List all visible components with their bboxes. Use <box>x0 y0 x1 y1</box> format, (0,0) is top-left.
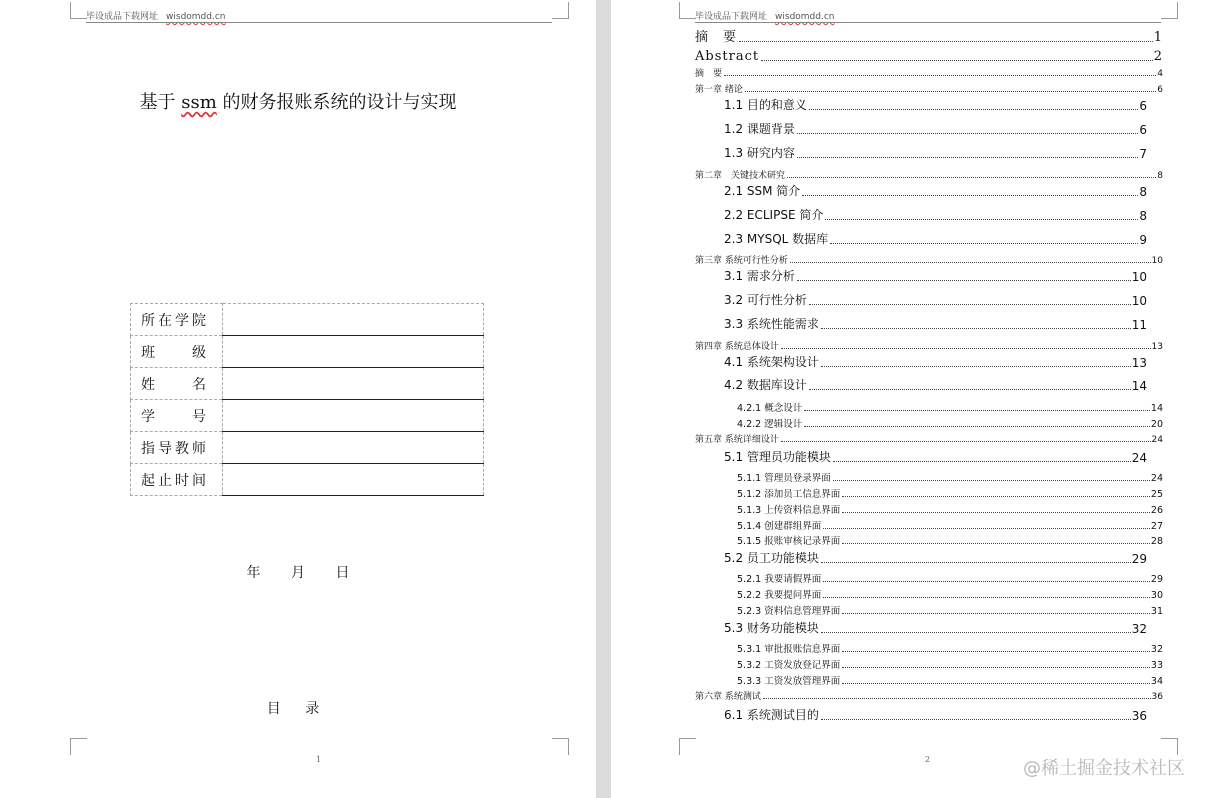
toc-entry[interactable] <box>695 689 1163 702</box>
field-label: 姓 名 <box>131 368 223 400</box>
toc-entry-page: 8 <box>1139 209 1147 223</box>
toc-entry-page: 13 <box>1131 356 1147 370</box>
toc-entry-title: 第四章 系统总体设计 <box>695 342 779 352</box>
page-number: 1 <box>316 755 322 764</box>
toc-entry-page: 29 <box>1150 574 1163 585</box>
toc-entry[interactable] <box>724 267 1147 284</box>
toc-entry[interactable] <box>737 571 1163 585</box>
toc-leader <box>823 597 1150 598</box>
toc-entry-page: 10 <box>1131 270 1147 284</box>
toc-entry-title: 4.1 系统架构设计 <box>724 355 819 369</box>
toc-entry-title: 1.1 目的和意义 <box>724 98 807 112</box>
header-text: 毕设成品下载网址 <box>695 12 768 22</box>
toc-leader <box>821 719 1131 720</box>
field-label: 起止时间 <box>131 464 223 496</box>
toc-entry-title: 3.1 需求分析 <box>724 269 795 283</box>
toc-entry-page: 20 <box>1150 419 1163 430</box>
toc-entry[interactable] <box>724 96 1147 113</box>
toc-entry[interactable] <box>724 448 1147 465</box>
toc-entry-page: 6 <box>1139 123 1147 137</box>
toc-leader <box>833 480 1150 481</box>
toc-leader <box>797 280 1131 281</box>
toc-entry[interactable] <box>737 400 1163 414</box>
info-row <box>131 400 484 432</box>
header-site: wisdomdd.cn <box>166 12 226 22</box>
toc-entry-title: 2.1 SSM 简介 <box>724 184 801 198</box>
toc-entry-title: 6.1 系统测试目的 <box>724 708 819 722</box>
toc-entry-page: 8 <box>1139 185 1147 199</box>
toc-entry-page: 34 <box>1150 676 1163 687</box>
toc-entry-page: 26 <box>1150 505 1163 516</box>
toc-entry-page: 24 <box>1150 473 1163 484</box>
toc-leader <box>842 667 1150 668</box>
toc-entry[interactable] <box>737 470 1163 484</box>
toc-entry-title: 5.1.4 创建群组界面 <box>737 521 822 532</box>
toc-leader <box>833 461 1131 462</box>
date-line: 年 月 日 <box>246 565 350 581</box>
title-part: ssm <box>181 92 217 113</box>
crop-mark <box>679 2 696 19</box>
toc-entry-page: 33 <box>1150 660 1163 671</box>
toc-leader <box>809 304 1131 305</box>
toc-entry-title: 5.2.3 资料信息管理界面 <box>737 606 841 617</box>
toc-leader <box>787 177 1156 178</box>
toc-leader <box>821 632 1131 633</box>
toc-entry[interactable] <box>737 416 1163 430</box>
toc-entry[interactable] <box>695 432 1163 445</box>
info-table <box>130 303 484 496</box>
toc-entry-page: 8 <box>1157 171 1163 181</box>
field-label: 指导教师 <box>131 432 223 464</box>
toc-leader <box>823 528 1150 529</box>
toc-entry-title: 3.2 可行性分析 <box>724 293 807 307</box>
toc-leader <box>821 366 1131 367</box>
toc-entry-title: 5.3.2 工资发放登记界面 <box>737 660 841 671</box>
toc-entry[interactable] <box>724 230 1147 247</box>
toc-entry-title: 第二章 关键技术研究 <box>695 171 786 181</box>
header-text: 毕设成品下载网址 <box>86 12 159 22</box>
toc-entry-title: 5.1.1 管理员登录界面 <box>737 473 831 484</box>
toc-entry-title: 第三章 系统可行性分析 <box>695 256 788 266</box>
page-1 <box>0 0 596 798</box>
toc-entry-page: 6 <box>1157 85 1163 95</box>
field-value[interactable] <box>223 432 484 464</box>
field-label: 所在学院 <box>131 304 223 336</box>
page-header <box>86 9 226 22</box>
toc-entry-page: 36 <box>1151 692 1163 702</box>
toc-entry-page: 14 <box>1131 379 1147 393</box>
toc-entry[interactable] <box>724 353 1147 370</box>
toc-entry-page: 13 <box>1151 342 1163 352</box>
toc-entry[interactable] <box>737 518 1163 532</box>
toc-entry-page: 11 <box>1131 318 1147 332</box>
toc-entry-page: 7 <box>1139 147 1147 161</box>
crop-mark <box>70 2 87 19</box>
toc-entry-title: 4.2.2 逻辑设计 <box>737 419 803 430</box>
toc-entry[interactable] <box>695 66 1163 79</box>
toc-leader <box>739 41 1153 42</box>
field-value[interactable] <box>223 336 484 368</box>
toc-entry[interactable] <box>737 502 1163 516</box>
toc-leader <box>830 243 1138 244</box>
field-label: 班 级 <box>131 336 223 368</box>
toc-entry-page: 9 <box>1139 233 1147 247</box>
thesis-title <box>0 88 596 114</box>
toc-entry-title: 5.2.1 我要请假界面 <box>737 574 822 585</box>
toc-leader <box>761 60 1153 61</box>
toc-entry[interactable] <box>724 619 1147 636</box>
toc-leader <box>763 698 1151 699</box>
toc-leader <box>842 613 1150 614</box>
toc-entry[interactable] <box>737 486 1163 500</box>
toc-entry[interactable] <box>724 315 1147 332</box>
toc-entry-title: 5.1.5 报账审核记录界面 <box>737 536 841 547</box>
toc-entry-title: 5.3.1 审批报账信息界面 <box>737 644 841 655</box>
toc-leader <box>745 91 1156 92</box>
field-value[interactable] <box>223 368 484 400</box>
toc-entry[interactable] <box>695 82 1163 95</box>
toc-leader <box>802 195 1138 196</box>
crop-mark <box>1161 2 1178 19</box>
toc-entry-title: 5.1 管理员功能模块 <box>724 450 831 464</box>
toc-entry-page: 31 <box>1150 606 1163 617</box>
toc-leader <box>804 410 1150 411</box>
field-value[interactable] <box>223 304 484 336</box>
toc-entry[interactable] <box>724 549 1147 566</box>
toc-leader <box>797 157 1138 158</box>
toc-entry-page: 2 <box>1153 49 1163 64</box>
toc-entry[interactable] <box>724 120 1147 137</box>
toc-entry-page: 36 <box>1131 709 1147 723</box>
header-rule <box>86 22 552 23</box>
toc-leader <box>781 441 1151 442</box>
toc-leader <box>724 75 1156 76</box>
field-label: 学 号 <box>131 400 223 432</box>
toc-leader <box>804 426 1150 427</box>
toc-entry-page: 27 <box>1150 521 1163 532</box>
toc-leader <box>821 562 1131 563</box>
toc-entry[interactable] <box>695 339 1163 352</box>
toc-entry[interactable] <box>737 641 1163 655</box>
page-2 <box>611 0 1207 798</box>
toc-entry[interactable] <box>724 182 1147 199</box>
toc-entry[interactable] <box>724 706 1147 723</box>
toc-entry-title: 1.3 研究内容 <box>724 146 795 160</box>
info-row <box>131 368 484 400</box>
header-site: wisdomdd.cn <box>775 12 835 22</box>
toc-entry[interactable] <box>724 291 1147 308</box>
title-part: 的财务报账系统的设计与实现 <box>216 92 457 113</box>
toc-entry-title: 摘 要 <box>695 30 738 45</box>
toc-entry-title: 摘 要 <box>695 69 723 79</box>
toc-heading: 目 录 <box>266 701 330 717</box>
field-value[interactable] <box>223 464 484 496</box>
info-row <box>131 432 484 464</box>
toc-leader <box>821 328 1131 329</box>
toc-leader <box>809 109 1138 110</box>
toc-entry-title: 5.1.3 上传资料信息界面 <box>737 505 841 516</box>
toc-leader <box>842 651 1150 652</box>
toc-entry-title: 第五章 系统详细设计 <box>695 435 779 445</box>
toc-entry-page: 32 <box>1131 622 1147 636</box>
toc-entry-page: 25 <box>1150 489 1163 500</box>
toc-entry[interactable] <box>724 376 1147 393</box>
info-row <box>131 464 484 496</box>
toc-entry[interactable] <box>737 657 1163 671</box>
toc-entry-title: 第六章 系统测试 <box>695 692 761 702</box>
toc-entry[interactable] <box>737 587 1163 601</box>
toc-entry-page: 10 <box>1151 256 1163 266</box>
toc-entry-page: 29 <box>1131 552 1147 566</box>
toc-entry[interactable] <box>695 26 1163 45</box>
toc-entry-title: 3.3 系统性能需求 <box>724 317 819 331</box>
header-rule <box>695 22 1161 23</box>
toc-entry[interactable] <box>737 673 1163 687</box>
page-header <box>695 9 835 22</box>
toc-leader <box>842 496 1150 497</box>
toc-leader <box>790 262 1151 263</box>
toc-leader <box>781 348 1151 349</box>
info-row <box>131 304 484 336</box>
toc-leader <box>825 219 1138 220</box>
toc-entry-page: 4 <box>1157 69 1163 79</box>
toc-entry-page: 10 <box>1131 294 1147 308</box>
crop-mark <box>70 738 87 755</box>
toc-entry-title: 4.2 数据库设计 <box>724 378 807 392</box>
toc-leader <box>823 581 1150 582</box>
toc-entry-title: 第一章 绪论 <box>695 85 743 95</box>
toc-entry-page: 6 <box>1139 99 1147 113</box>
toc-entry-title: 2.2 ECLIPSE 简介 <box>724 208 824 222</box>
toc-leader <box>842 512 1150 513</box>
toc-leader <box>797 133 1138 134</box>
toc-entry[interactable] <box>724 206 1147 223</box>
page-number: 2 <box>925 755 931 764</box>
toc-entry-title: 1.2 课题背景 <box>724 122 795 136</box>
title-part: 基于 <box>139 92 182 113</box>
toc-entry-page: 28 <box>1150 536 1163 547</box>
field-value[interactable] <box>223 400 484 432</box>
toc-entry-title: 5.1.2 添加员工信息界面 <box>737 489 841 500</box>
toc-entry[interactable] <box>695 49 1163 64</box>
toc-entry[interactable] <box>695 253 1163 266</box>
toc-entry-title: 5.3 财务功能模块 <box>724 621 819 635</box>
toc-entry-page: 32 <box>1150 644 1163 655</box>
toc-entry-page: 14 <box>1150 403 1163 414</box>
watermark: @稀土掘金技术社区 <box>1023 758 1185 779</box>
toc-entry-title: 4.2.1 概念设计 <box>737 403 803 414</box>
toc-entry-page: 30 <box>1150 590 1163 601</box>
toc-entry-title: 5.3.3 工资发放管理界面 <box>737 676 841 687</box>
toc-entry-page: 24 <box>1151 435 1163 445</box>
toc-entry[interactable] <box>737 533 1163 547</box>
toc-leader <box>842 543 1150 544</box>
toc-entry-title: 5.2 员工功能模块 <box>724 551 819 565</box>
toc-entry[interactable] <box>724 144 1147 161</box>
crop-mark <box>679 738 696 755</box>
toc-entry-title: 5.2.2 我要提问界面 <box>737 590 822 601</box>
toc-entry[interactable] <box>695 168 1163 181</box>
toc-entry-title: 2.3 MYSQL 数据库 <box>724 232 829 246</box>
crop-mark <box>1161 738 1178 755</box>
crop-mark <box>552 2 569 19</box>
toc-entry-title: Abstract <box>695 49 760 64</box>
crop-mark <box>552 738 569 755</box>
toc-entry-page: 24 <box>1131 451 1147 465</box>
toc-entry-page: 1 <box>1153 30 1163 45</box>
toc-leader <box>809 389 1131 390</box>
info-row <box>131 336 484 368</box>
toc-leader <box>842 683 1150 684</box>
toc-entry[interactable] <box>737 603 1163 617</box>
